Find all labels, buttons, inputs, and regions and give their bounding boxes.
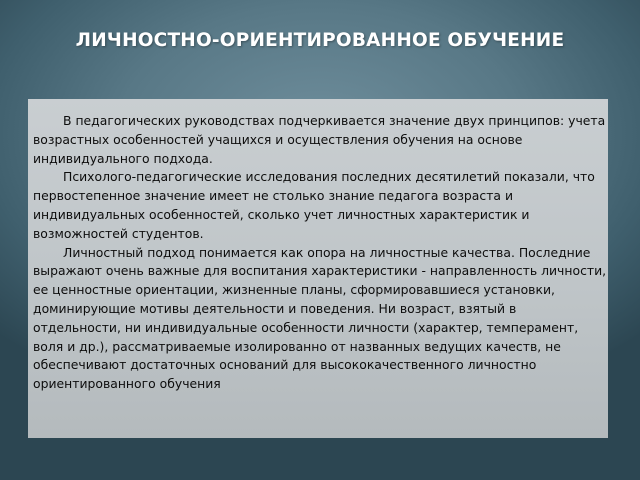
paragraph-3: Личностный подход понимается как опора на личностные качества. Последние выражают очень важные для воспитания характеристики - направленность личности, ее ценностные ориентации, жизненные планы, сформировавшиеся установки, доминирующие мотивы деятельности и поведения. Ни возраст, взятый в отдельности, ни индивидуальные особенности личности (характер, темперамент, воля и др.), рассматриваемые изолированно от названных ведущих качеств, не обеспечивают достаточных оснований для высококачественного личностно ориентированного обучения — [33, 244, 607, 392]
paragraph-2: Психолого-педагогические исследования последних десятилетий показали, что первостепенное значение имеет не столько знание педагога возраста и индивидуальных особенностей, сколько учет личностных характеристик и возможностей студентов. — [33, 169, 595, 241]
paragraph-1: В педагогических руководствах подчеркивается значение двух принципов: учета возрастных особенностей учащихся и осуществления обучения на основе индивидуального подхода. — [33, 113, 606, 166]
body-text — [33, 112, 607, 394]
slide-title: ЛИЧНОСТНО-ОРИЕНТИРОВАННОЕ ОБУЧЕНИЕ — [75, 30, 565, 51]
